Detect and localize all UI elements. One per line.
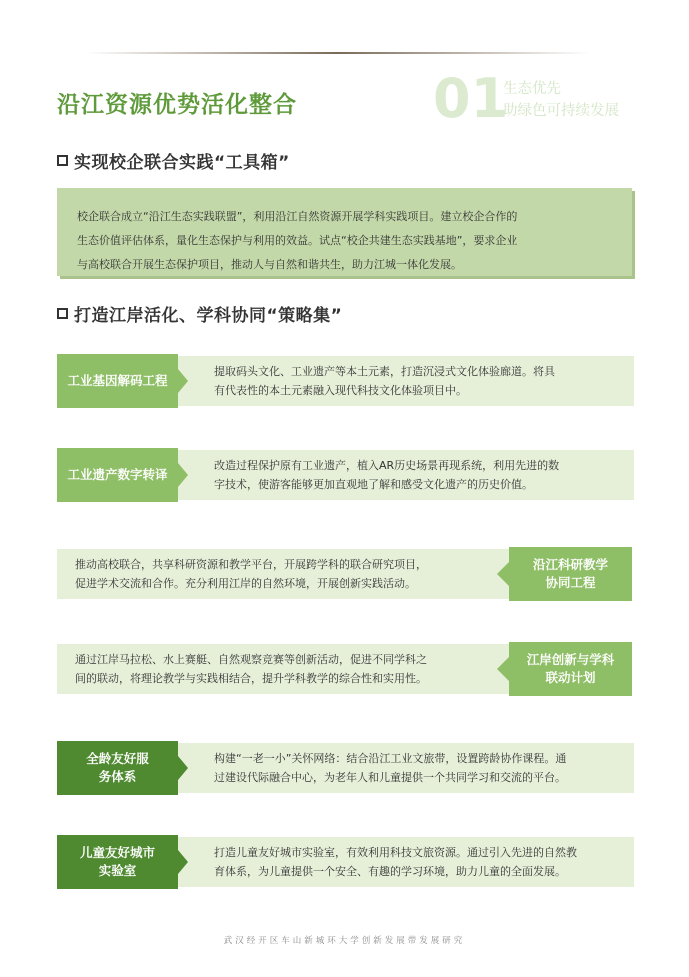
strategy-item xyxy=(57,642,634,696)
description-line: 促进学术交流和合作。充分利用江岸的自然环境，开展创新实践活动。 xyxy=(75,577,416,590)
description-line: 改造过程保护原有工业遗产，植入AR历史场景再现系统，利用先进的数 xyxy=(214,459,560,472)
pointer-arrow xyxy=(178,756,188,780)
pointer-arrow xyxy=(178,369,188,393)
description-line: 过建设代际融合中心，为老年人和儿童提供一个共同学习和交流的平台。 xyxy=(214,771,566,784)
strategy-description xyxy=(178,837,634,887)
strategy-label: 工业基因解码工程 xyxy=(57,354,178,408)
section-heading-text: 实现校企联合实践“工具箱” xyxy=(74,153,290,173)
pointer-arrow xyxy=(497,562,509,586)
strategy-label: 儿童友好城市 实验室 xyxy=(57,835,178,889)
strategy-item xyxy=(57,448,634,502)
strategy-label: 沿江科研教学 协同工程 xyxy=(509,547,632,601)
page-title: 沿江资源优势活化整合 xyxy=(57,92,297,118)
section-heading-toolbox xyxy=(57,148,290,173)
description-line: 提取码头文化、工业遗产等本土元素，打造沉浸式文化体验廊道。将具 xyxy=(214,365,555,378)
description-line: 打造儿童友好城市实验室，有效利用科技文旅资源。通过引入先进的自然教 xyxy=(214,846,577,859)
strategy-description xyxy=(178,450,634,500)
description-line: 有代表性的本土元素融入现代科技文化体验项目中。 xyxy=(214,384,467,397)
footer-text: 武汉经开区车山新城环大学创新发展带发展研究 xyxy=(223,936,466,946)
description-line: 通过江岸马拉松、水上赛艇、自然观察竞赛等创新活动，促进不同学科之 xyxy=(75,653,427,666)
pointer-arrow xyxy=(178,850,188,874)
strategy-description xyxy=(57,644,509,694)
strategy-item xyxy=(57,547,634,601)
intro-line: 校企联合成立“沿江生态实践联盟”，利用沿江自然资源开展学科实践项目。建立校企合作的 xyxy=(77,210,518,223)
checkbox-icon xyxy=(57,308,68,319)
section-number: 01 xyxy=(433,67,509,130)
tagline-line: 助绿色可持续发展 xyxy=(503,103,619,119)
strategy-label: 全龄友好服 务体系 xyxy=(57,741,178,795)
description-line: 间的联动，将理论教学与实践相结合，提升学科教学的综合性和实用性。 xyxy=(75,672,427,685)
strategy-label: 江岸创新与学科 联动计划 xyxy=(509,642,632,696)
strategy-item xyxy=(57,354,634,408)
intro-box xyxy=(57,188,632,276)
top-divider xyxy=(85,52,590,54)
strategy-item xyxy=(57,741,634,795)
strategy-description xyxy=(178,356,634,406)
checkbox-icon xyxy=(57,155,68,166)
pointer-arrow xyxy=(497,657,509,681)
intro-line: 与高校联合开展生态保护项目，推动人与自然和谐共生，助力江城一体化发展。 xyxy=(77,258,462,271)
intro-line: 生态价值评估体系，量化生态保护与利用的效益。试点“校企共建生态实践基地”，要求企业 xyxy=(77,234,518,247)
description-line: 推动高校联合，共享科研资源和教学平台，开展跨学科的联合研究项目， xyxy=(75,558,427,571)
section-heading-text: 打造江岸活化、学科协同“策略集” xyxy=(74,306,343,326)
strategy-description xyxy=(57,549,509,599)
strategy-description xyxy=(178,743,634,793)
tagline xyxy=(503,78,619,122)
pointer-arrow xyxy=(178,463,188,487)
section-heading-strategy xyxy=(57,301,342,326)
description-line: 构建“一老一小”关怀网络：结合沿江工业文旅带，设置跨龄协作课程。通 xyxy=(214,752,567,765)
strategy-item xyxy=(57,835,634,889)
strategy-label: 工业遗产数字转译 xyxy=(57,448,178,502)
description-line: 育体系，为儿童提供一个安全、有趣的学习环境，助力儿童的全面发展。 xyxy=(214,865,566,878)
description-line: 字技术，使游客能够更加直观地了解和感受文化遗产的历史价值。 xyxy=(214,478,533,491)
tagline-line: 生态优先 xyxy=(503,81,561,97)
